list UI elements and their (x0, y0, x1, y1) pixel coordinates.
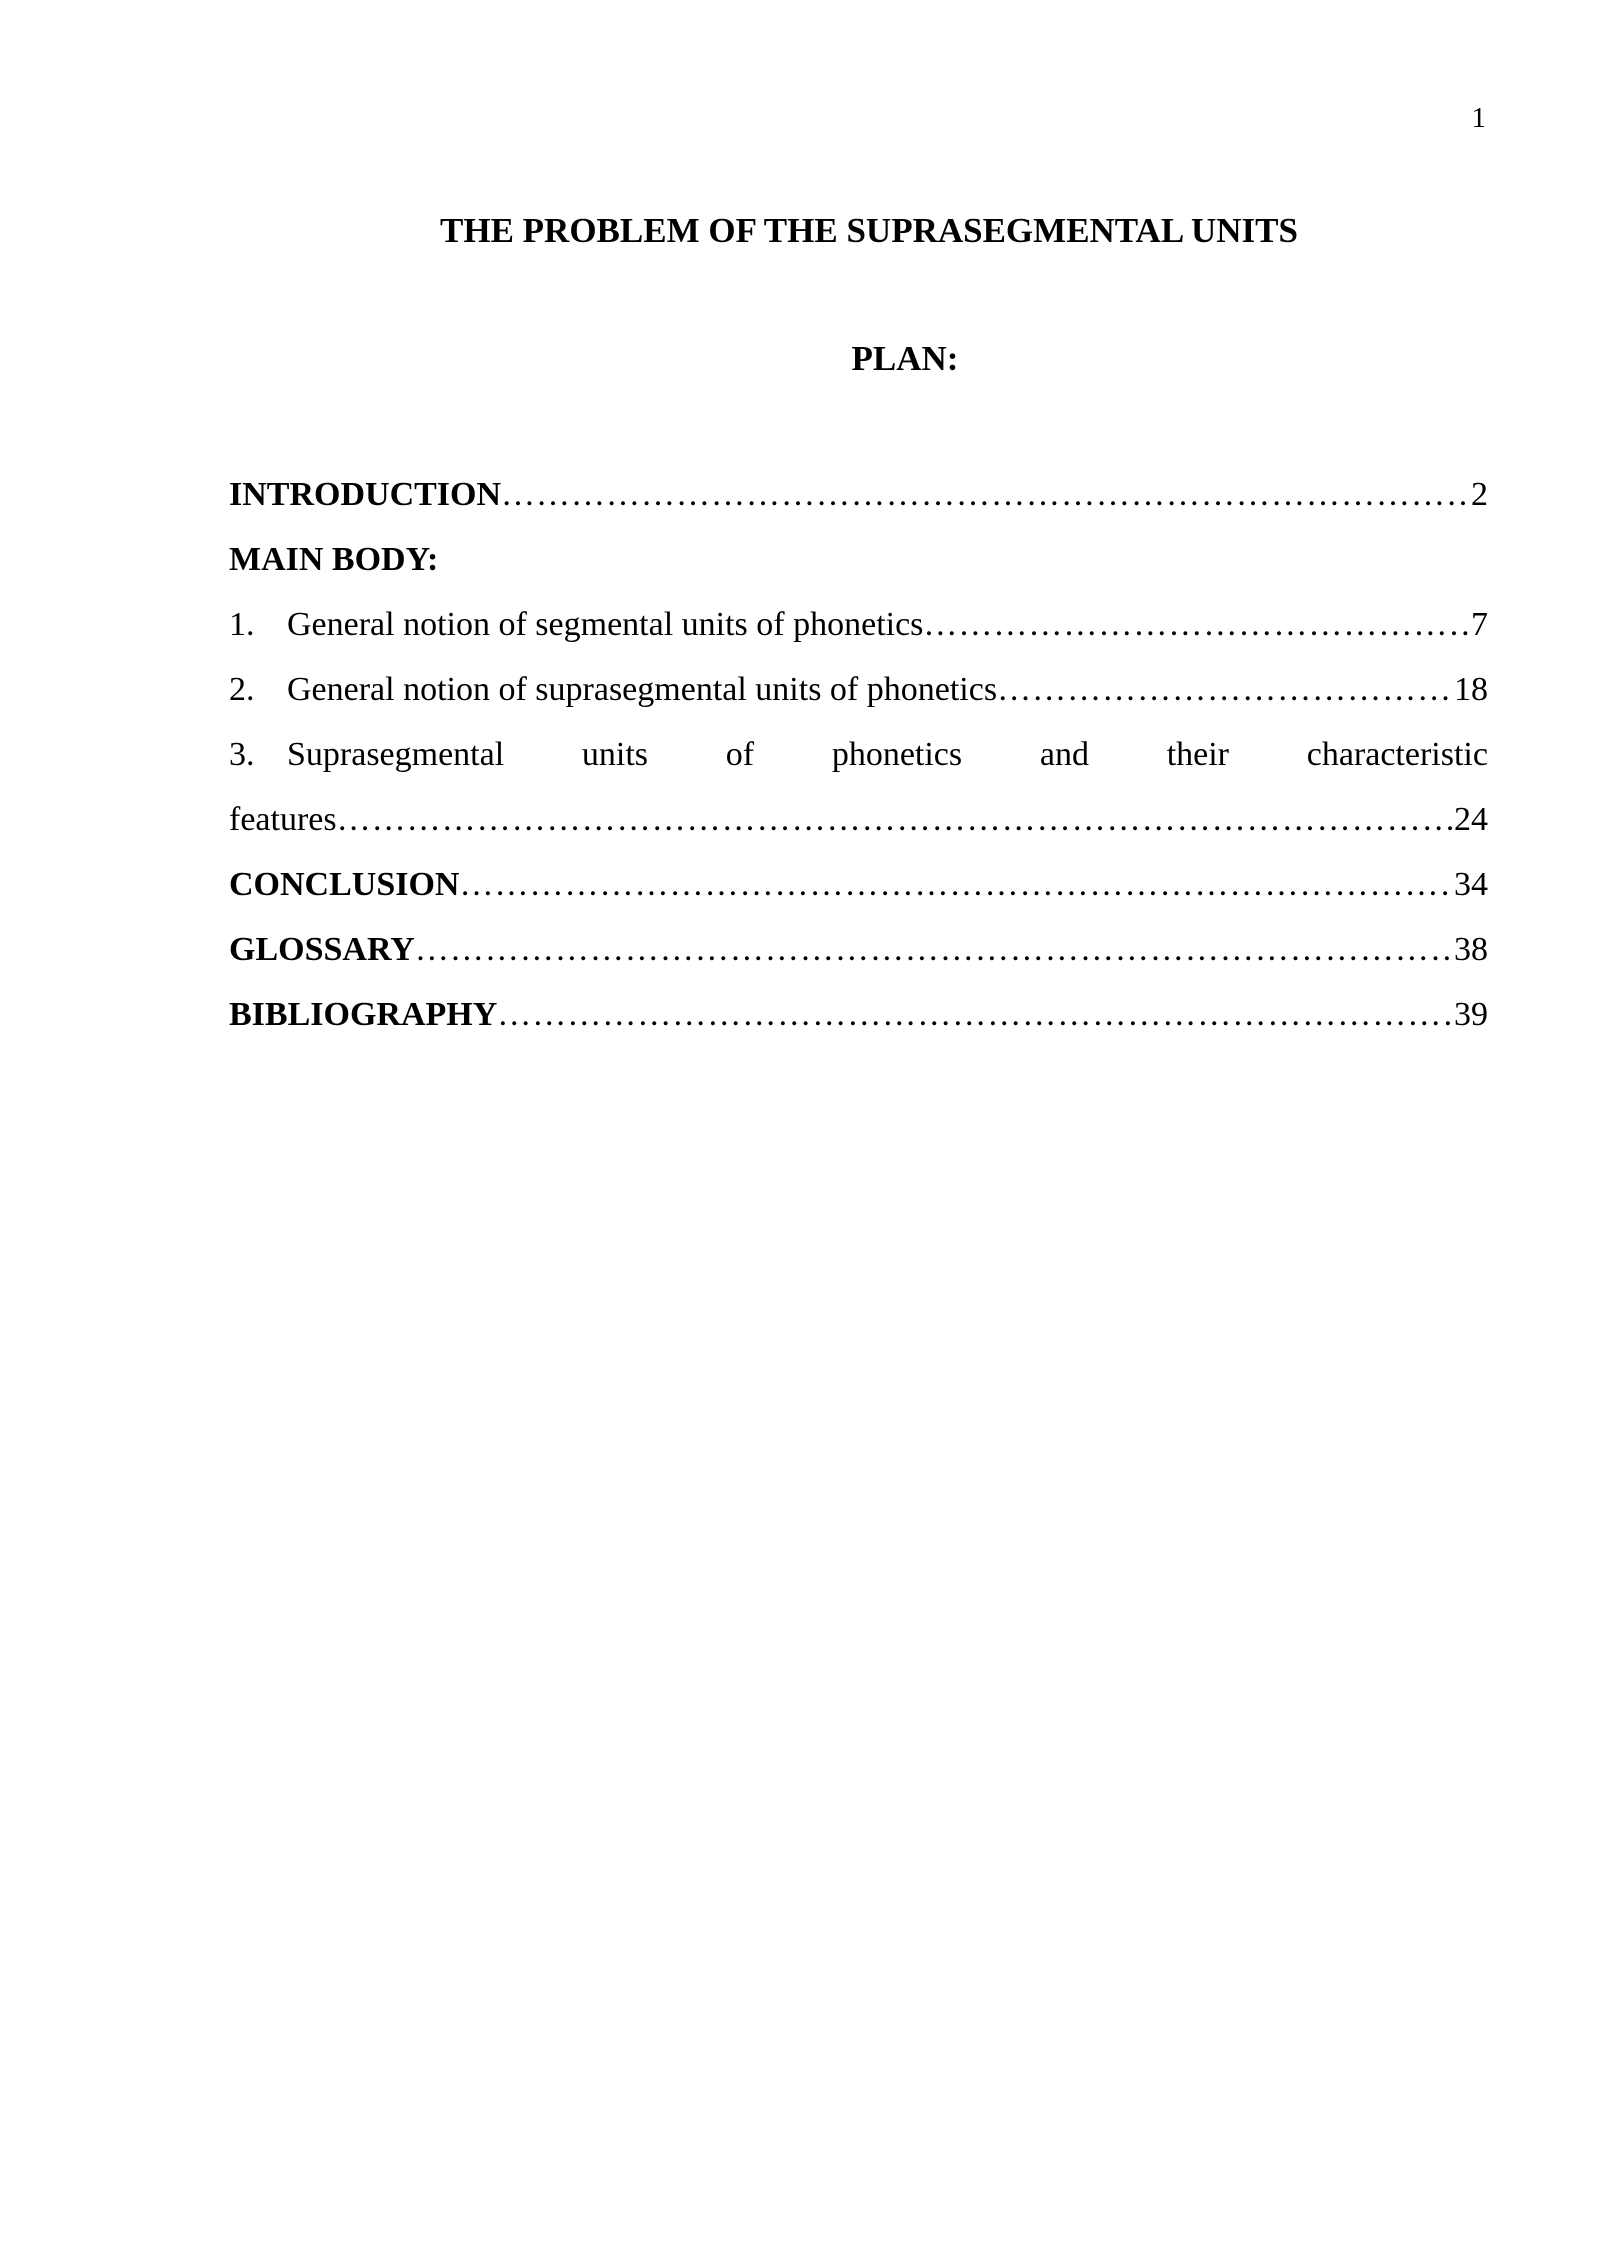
toc-word: and (1039, 736, 1089, 773)
toc-leader-dots (415, 917, 1454, 982)
toc-entry-page: 2 (1471, 476, 1488, 513)
toc-entry-item-1[interactable] (229, 592, 1488, 657)
toc-entry-label: General notion of suprasegmental units of phonetics (287, 671, 998, 708)
toc-entry-label: GLOSSARY (229, 931, 415, 968)
toc-word: characteristic (1306, 736, 1488, 773)
toc-entry-page: 24 (1454, 801, 1488, 838)
toc-entry-page: 18 (1454, 671, 1488, 708)
toc-entry-number: 1. (229, 606, 255, 643)
toc-entry-label: features (229, 801, 337, 838)
toc-entry-page: 39 (1454, 996, 1488, 1033)
toc-entry-item-2[interactable] (229, 657, 1488, 722)
toc-entry-label: INTRODUCTION (229, 476, 502, 513)
toc-entry-page: 7 (1471, 606, 1488, 643)
toc-word: units (581, 736, 649, 773)
toc-entry-glossary[interactable] (229, 917, 1488, 982)
toc-entry-item-3-continuation[interactable] (229, 787, 1488, 852)
toc-word: phonetics (831, 736, 963, 773)
toc-main-body-heading (229, 527, 1488, 592)
plan-heading: PLAN: (851, 339, 959, 378)
page-number: 1 (1471, 102, 1486, 134)
toc-entry-label: BIBLIOGRAPHY (229, 996, 498, 1033)
toc-entry-item-3[interactable] (229, 722, 1488, 787)
toc-entry-bibliography[interactable] (229, 982, 1488, 1047)
toc-word: of (725, 736, 755, 773)
toc-entry-label: General notion of segmental units of phonetics (287, 606, 924, 643)
toc-entry-number: 3. (229, 736, 255, 773)
document-title: THE PROBLEM OF THE SUPRASEGMENTAL UNITS (440, 211, 1298, 250)
toc-leader-dots (459, 852, 1454, 917)
toc-word: Suprasegmental (287, 736, 505, 773)
toc-leader-dots (501, 462, 1471, 527)
toc-leader-dots (923, 592, 1471, 657)
toc-section-heading: MAIN BODY: (229, 541, 439, 578)
toc-leader-dots (497, 982, 1454, 1047)
toc-entry-page: 34 (1454, 866, 1488, 903)
table-of-contents (229, 462, 1488, 1047)
toc-leader-dots (997, 657, 1454, 722)
toc-entry-number: 2. (229, 671, 255, 708)
toc-entry-conclusion[interactable] (229, 852, 1488, 917)
toc-leader-dots (337, 787, 1454, 852)
toc-entry-introduction[interactable] (229, 462, 1488, 527)
toc-entry-page: 38 (1454, 931, 1488, 968)
toc-entry-label-justified (287, 722, 1488, 787)
toc-word: their (1166, 736, 1230, 773)
toc-entry-label: CONCLUSION (229, 866, 460, 903)
